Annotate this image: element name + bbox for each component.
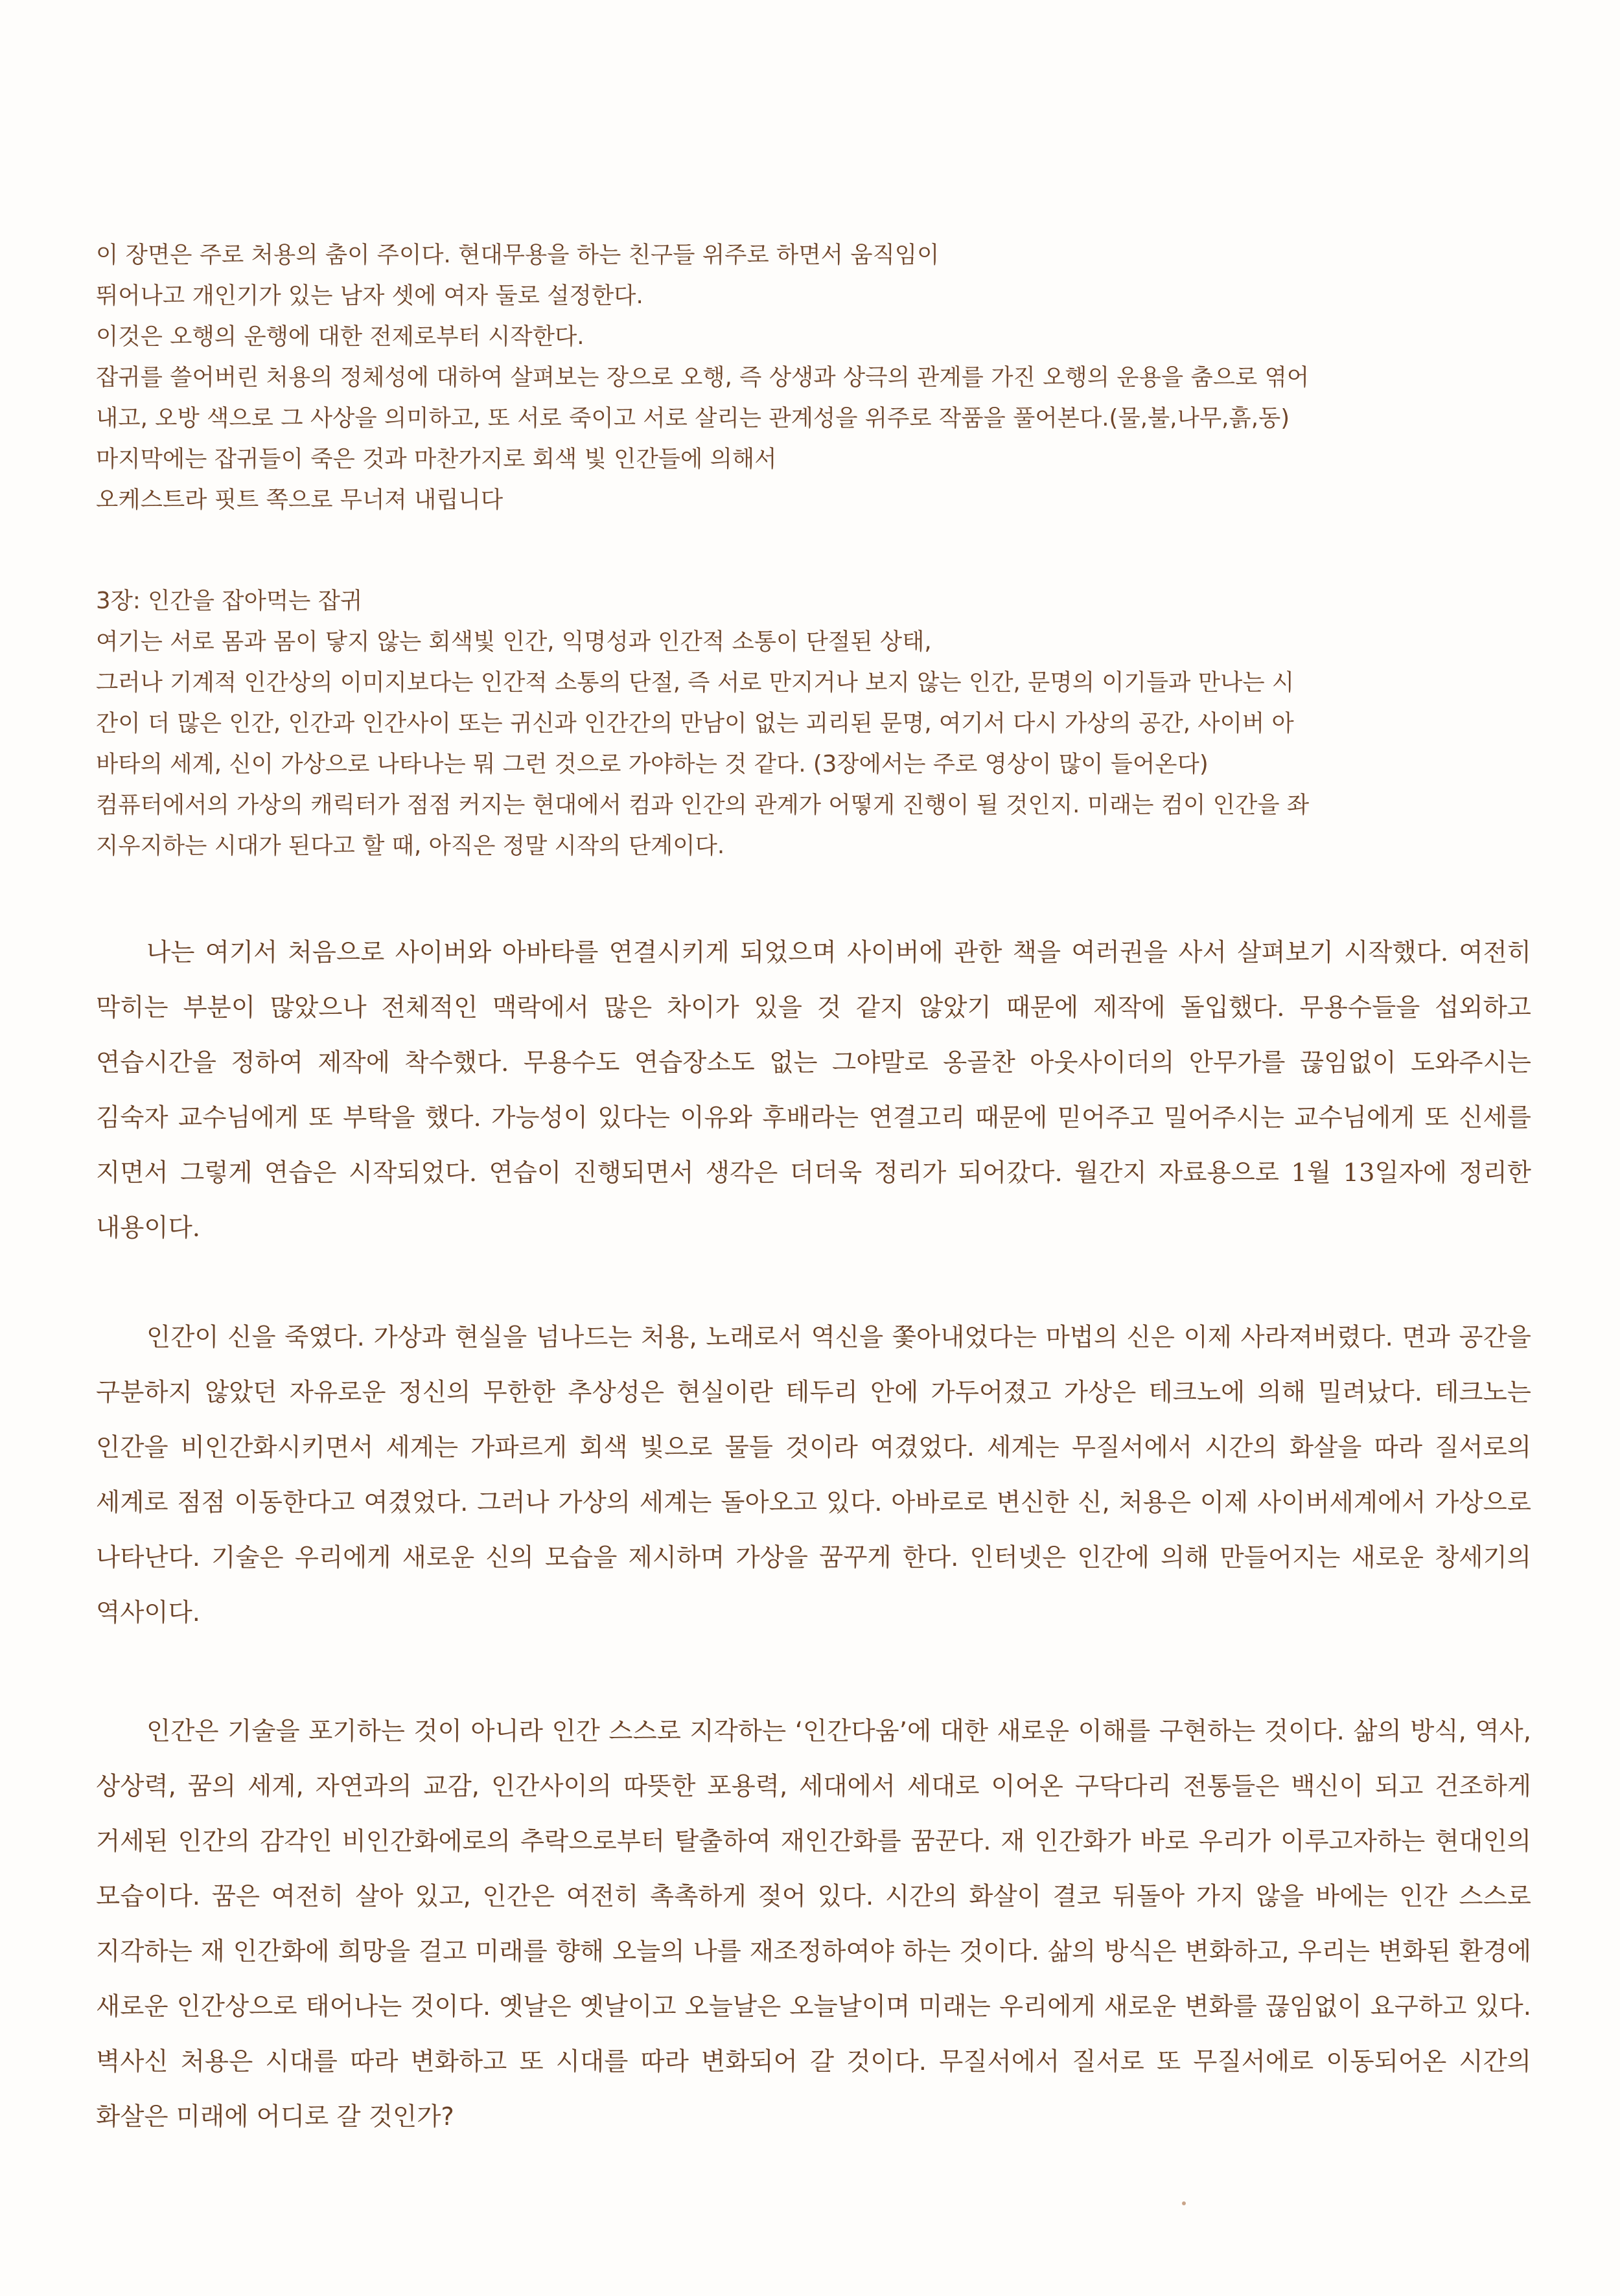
scan-speck	[1182, 2201, 1186, 2205]
chapter-3-block	[96, 580, 1531, 866]
text-line: 그러나 기계적 인간상의 이미지보다는 인간적 소통의 단절, 즉 서로 만지거나 보지 않는 인간, 문명의 이기들과 만나는 시	[96, 669, 1295, 696]
paragraph-text: 나는 여기서 처음으로 사이버와 아바타를 연결시키게 되었으며 사이버에 관한 책을 여러권을 사서 살펴보기 시작했다. 여전히 막히는 부분이 많았으나 전체적인 맥락에서 많은 차이가 있을 것 같지 않았기 때문에 제작에 돌입했다. 무용수들을 섭외하고 연습시간을 정하여 제작에 착수했다. 무용수도 연습장소도 없는 그야말로 옹골찬 아웃사이더의 안무가를 끊임없이 도와주시는 김숙자 교수님에게 또 부탁을 했다. 가능성이 있다는 이유와 후배라는 연결고리 때문에 믿어주고 밀어주시는 교수님에게 또 신세를 지면서 그렇게 연습은 시작되었다. 연습이 진행되면서 생각은 더더욱 정리가 되어갔다. 월간지 자료용으로 1월 13일자에 정리한 내용이다.	[96, 938, 1531, 1243]
text-line: 컴퓨터에서의 가상의 캐릭터가 점점 커지는 현대에서 컴과 인간의 관계가 어떻게 진행이 될 것인지. 미래는 컴이 인간을 좌	[96, 792, 1310, 818]
essay-paragraph-1	[96, 925, 1531, 1256]
text-line: 잡귀를 쓸어버린 처용의 정체성에 대하여 살펴보는 장으로 오행, 즉 상생과 상극의 관계를 가진 오행의 운용을 춤으로 엮어	[96, 364, 1310, 391]
text-line: 내고, 오방 색으로 그 사상을 의미하고, 또 서로 죽이고 서로 살리는 관계성을 위주로 작품을 풀어본다.(물,불,나무,흙,동)	[96, 405, 1290, 431]
essay-paragraph-2	[96, 1310, 1531, 1640]
text-line: 마지막에는 잡귀들이 죽은 것과 마찬가지로 회색 빛 인간들에 의해서	[96, 446, 777, 472]
text-line: 간이 더 많은 인간, 인간과 인간사이 또는 귀신과 인간간의 만남이 없는 괴리된 문명, 여기서 다시 가상의 공간, 사이버 아	[96, 710, 1294, 737]
text-line: 뛰어나고 개인기가 있는 남자 셋에 여자 둘로 설정한다.	[96, 282, 643, 309]
text-line: 이것은 오행의 운행에 대한 전제로부터 시작한다.	[96, 323, 584, 350]
text-line: 오케스트라 핏트 쪽으로 무너져 내립니다	[96, 487, 503, 513]
chapter-heading: 3장: 인간을 잡아먹는 잡귀	[96, 588, 363, 614]
essay-paragraph-3	[96, 1704, 1531, 2144]
text-line: 여기는 서로 몸과 몸이 닿지 않는 회색빛 인간, 익명성과 인간적 소통이 단절된 상태,	[96, 628, 932, 655]
text-line: 바타의 세계, 신이 가상으로 나타나는 뭐 그런 것으로 가야하는 것 같다. (3장에서는 주로 영상이 많이 들어온다)	[96, 751, 1209, 777]
paragraph-text: 인간이 신을 죽였다. 가상과 현실을 넘나드는 처용, 노래로서 역신을 쫓아내었다는 마법의 신은 이제 사라져버렸다. 면과 공간을 구분하지 않았던 자유로운 정신의 무한한 추상성은 현실이란 테두리 안에 가두어졌고 가상은 테크노에 의해 밀려났다. 테크노는 인간을 비인간화시키면서 세계는 가파르게 회색 빛으로 물들 것이라 여겼었다. 세계는 무질서에서 시간의 화살을 따라 질서로의 세계로 점점 이동한다고 여겼었다. 그러나 가상의 세계는 돌아오고 있다. 아바로로 변신한 신, 처용은 이제 사이버세계에서 가상으로 나타난다. 기술은 우리에게 새로운 신의 모습을 제시하며 가상을 꿈꾸게 한다. 인터넷은 인간에 의해 만들어지는 새로운 창세기의 역사이다.	[96, 1323, 1531, 1627]
scene-description-block	[96, 235, 1531, 520]
paragraph-text: 인간은 기술을 포기하는 것이 아니라 인간 스스로 지각하는 ‘인간다움’에 대한 새로운 이해를 구현하는 것이다. 삶의 방식, 역사, 상상력, 꿈의 세계, 자연과의 교감, 인간사이의 따뜻한 포용력, 세대에서 세대로 이어온 구닥다리 전통들은 백신이 되고 건조하게 거세된 인간의 감각인 비인간화에로의 추락으로부터 탈출하여 재인간화를 꿈꾼다. 재 인간화가 바로 우리가 이루고자하는 현대인의 모습이다. 꿈은 여전히 살아 있고, 인간은 여전히 촉촉하게 젖어 있다. 시간의 화살이 결코 뒤돌아 가지 않을 바에는 인간 스스로 지각하는 재 인간화에 희망을 걸고 미래를 향해 오늘의 나를 재조정하여야 하는 것이다. 삶의 방식은 변화하고, 우리는 변화된 환경에 새로운 인간상으로 태어나는 것이다. 옛날은 옛날이고 오늘날은 오늘날이며 미래는 우리에게 새로운 변화를 끊임없이 요구하고 있다. 벽사신 처용은 시대를 따라 변화하고 또 시대를 따라 변화되어 갈 것이다. 무질서에서 질서로 또 무질서에로 이동되어온 시간의 화살은 미래에 어디로 갈 것인가?	[96, 1717, 1531, 2131]
text-line: 이 장면은 주로 처용의 춤이 주이다. 현대무용을 하는 친구들 위주로 하면서 움직임이	[96, 242, 940, 268]
text-line: 지우지하는 시대가 된다고 할 때, 아직은 정말 시작의 단계이다.	[96, 832, 725, 859]
